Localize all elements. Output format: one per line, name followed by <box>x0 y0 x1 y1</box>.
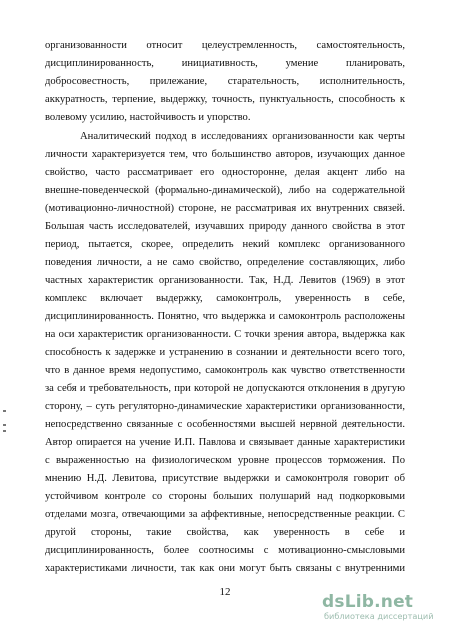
text-line: дисциплинированность. Понятно, что выдержка и самоконтроль расположены <box>45 311 405 322</box>
text-line: мнению Н.Д. Левитова, присутствие выдержки и самоконтроля говорит об <box>45 473 405 484</box>
text-line: добросовестность, прилежание, старательность, исполнительность, <box>45 76 405 87</box>
text-line: с выраженностью на физиологическом уровне процессов торможения. По <box>45 455 405 466</box>
scan-margin-mark <box>3 424 6 426</box>
text-line: внешне-поведенческой (формально-динамической), либо на содержательной <box>45 185 405 196</box>
scan-margin-mark <box>3 410 6 412</box>
text-line: период, пытается, скорее, определить некий комплекс организованного <box>45 239 405 250</box>
watermark-subtitle: библиотека диссертаций <box>324 611 434 621</box>
text-line: организованности относит целеустремленность, самостоятельность, <box>45 40 405 51</box>
text-line: Автор опирается на учение И.П. Павлова и связывает данные характеристики <box>45 437 405 448</box>
text-line: сторону, – суть регуляторно-динамические характеристики организованности, <box>45 401 405 412</box>
text-line: что в данное время недопустимо, самоконтроль как чувство ответственности <box>45 365 405 376</box>
text-line: за себя и требовательность, при которой не допускаются отклонения в другую <box>45 383 405 394</box>
text-line: отделами мозга, отвечающими за аффективные, непосредственные реакции. С <box>45 509 405 520</box>
text-line: (мотивационно-личностной) стороне, не рассматривая их внутренних связей. <box>45 203 405 214</box>
text-line: комплекс включает выдержку, самоконтроль, уверенность в себе, <box>45 293 405 304</box>
text-line: способность к задержке и устранению в сознании и деятельности всего того, <box>45 347 405 358</box>
text-line: поведения личности, а не само свойство, определение составляющих, либо <box>45 257 405 268</box>
text-line: свойство, часто рассматривает его односторонне, делая акцент либо на <box>45 167 405 178</box>
page-number: 12 <box>219 586 231 598</box>
scan-margin-mark <box>3 430 6 432</box>
text-line: непосредственно связанные с особенностями высшей нервной деятельности. <box>45 419 405 430</box>
text-line: волевому усилию, настойчивость и упорство. <box>45 112 251 123</box>
watermark <box>322 592 450 621</box>
text-line: другой стороны, такие свойства, как уверенность в себе и <box>45 527 405 538</box>
text-line: устойчивом контроле со стороны больших полушарий над подкорковыми <box>45 491 405 502</box>
text-line: частных характеристик организованности. Так, Н.Д. Левитов (1969) в этот <box>45 275 405 286</box>
text-line: личности характеризуется тем, что большинство авторов, изучающих данное <box>45 149 405 160</box>
paragraph-first-line: Аналитический подход в исследованиях организованности как черты <box>80 131 405 142</box>
watermark-logo: dsLib.net <box>322 592 414 612</box>
text-line: дисциплинированность, более соотносимы с мотивационно-смысловыми <box>45 545 405 556</box>
text-line: характеристиками личности, так как они могут быть связаны с внутренними <box>45 563 405 574</box>
text-line: аккуратность, терпение, выдержку, точность, пунктуальность, способность к <box>45 94 405 105</box>
text-line: Большая часть исследователей, изучавших природу данного свойства в этот <box>45 221 405 232</box>
text-line: на оси характеристик организованности. С точки зрения автора, выдержка как <box>45 329 405 340</box>
text-line: дисциплинированность, инициативность, умение планировать, <box>45 58 405 69</box>
